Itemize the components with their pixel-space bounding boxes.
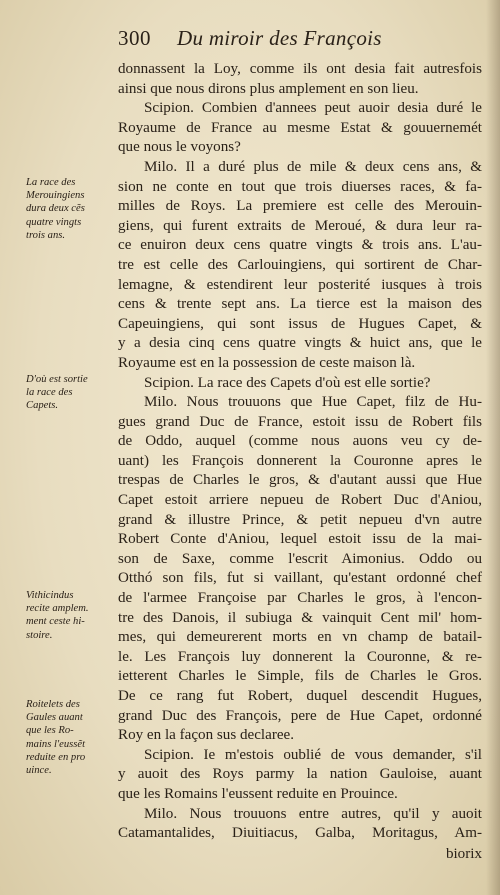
text-line: De ce rang fut Robert, duquel descendit Hugues, [118, 688, 482, 704]
text-line: gues grand Duc de France, estoit issu de Robert fils [118, 413, 482, 430]
marginal-note-line: D'où est sortie [26, 374, 88, 385]
marginal-note-line: Roitelets des [26, 699, 80, 710]
marginal-note-line: Capets. [26, 400, 59, 412]
text-line: Catamantalides, Diuitiacus, Galba, Moritagus, Am- [118, 825, 482, 842]
text-line: Capet estoit arriere nepueu de Robert Duc d'Aniou, [118, 492, 482, 509]
catchword: biorix [445, 846, 482, 862]
page-number: 300 [118, 26, 151, 50]
marginal-note-line: uince. [26, 765, 52, 777]
page-header [118, 26, 448, 56]
text-line: Otthó son fils, fut si vaillant, qu'estant ordonné chef [118, 570, 482, 587]
marginal-note-capets [26, 373, 118, 413]
text-line: Scipion. La race des Capets d'où est elle sortie? [144, 374, 431, 391]
text-line: Scipion. Ie m'estois oublié de vous demander, s'il [144, 746, 482, 763]
marginal-note-merovingians [26, 176, 118, 242]
page-gutter-shadow [486, 0, 500, 895]
text-line: Scipion. Combien d'annees peut auoir desia duré le [144, 100, 482, 117]
text-line: sion ne conte en tout que trois diuerses races, & fa- [118, 178, 482, 195]
marginal-note-line: reduite en pro [26, 751, 86, 763]
marginal-note-line: Gaules auant [26, 712, 83, 724]
text-line: Capeuingiens, qui sont issus de Hugues Capet, & [118, 315, 482, 332]
marginal-note-line: Merouingiens [26, 190, 85, 202]
text-line: grand & illustre Prince, & petit nepueu d'vn autre [118, 511, 482, 528]
marginal-note-line: dura deux cẽs [26, 203, 85, 215]
marginal-note-line: La race des [26, 177, 76, 188]
text-line: ainsi que nous dirons plus amplement en son lieu. [118, 80, 419, 97]
marginal-note-gaulish-kings [26, 698, 118, 777]
text-line: de Oddo, auquel (comme nous auons veu cy de- [118, 433, 482, 450]
marginal-note-line: Vithicindus [26, 590, 74, 601]
text-line: tre des Danois, il subiuga & vainquit Cent mil' hom- [118, 609, 482, 626]
text-line: y auoit des Roys parmy la nation Gauloise, auant [118, 766, 482, 783]
marginal-note-line: recite amplem. [26, 603, 89, 615]
text-line: son de Saxe, comme l'escrit Aimonius. Oddo ou [118, 550, 482, 567]
text-line: donnassent la Loy, comme ils ont desia fait autresfois [118, 61, 482, 77]
text-line: mes, qui demeurerent morts en vn champ de batail- [118, 629, 482, 646]
text-line: cens & trente sept ans. La tierce est la maison des [118, 296, 482, 313]
text-line: giens, qui furent extraits de Meroué, & dura leur ra- [118, 217, 482, 234]
text-line: ietterent Charles le Simple, fils de Charles le Gros. [118, 668, 482, 685]
text-line: Milo. Il a duré plus de mile & deux cens ans, & [144, 158, 482, 175]
text-line: que nous le voyons? [118, 139, 241, 156]
marginal-note-line: la race des [26, 387, 73, 399]
text-line: Royaume est en la possession de ceste maison là. [118, 354, 416, 371]
text-line: Milo. Nous trouuons entre autres, qu'il y auoit [144, 805, 482, 822]
text-line: le. Les François luy donnerent la Couronne, & re- [118, 648, 482, 665]
text-line: trespas de Charles le gros, & d'autant aussi que Hue [118, 472, 482, 489]
marginal-note-vithicindus [26, 589, 118, 642]
text-line: Robert Conte d'Aniou, lequel estoit issu de la mai- [118, 531, 482, 548]
text-line: ce enuiron deux cens quatre vingts & trois ans. L'au- [118, 237, 482, 254]
marginal-note-line: ment ceste hi- [26, 616, 85, 628]
text-line: milles de Roys. La premiere est celle des Merouin- [118, 198, 482, 215]
text-line: Roy en la façon sus declaree. [118, 727, 295, 744]
text-line: tre est celle des Carlouingiens, qui sortirent de Char- [118, 256, 482, 273]
running-title: Du miroir des François [177, 26, 382, 50]
marginal-note-line: mains l'eussẽt [26, 738, 86, 750]
text-line: Milo. Nous trouuons que Hue Capet, filz de Hu- [144, 394, 482, 411]
text-line: y a desia cinq cens quatre vingts & huict ans, que le [118, 335, 482, 352]
main-text-block [118, 60, 482, 844]
text-line: Royaume de France au mesme Estat & gouuernemét [118, 119, 482, 136]
marginal-note-line: trois ans. [26, 229, 66, 241]
text-line: grand Duc des François, pere de Hue Capet, ordonné [118, 707, 482, 724]
marginal-note-line: stoire. [26, 629, 53, 641]
marginal-note-line: que les Ro- [26, 725, 74, 737]
catchword-block [440, 845, 482, 865]
text-line: uant) les François donnerent la Couronne apres le [118, 452, 482, 469]
text-line: que les Romains l'eussent reduite en Prouince. [118, 785, 398, 802]
text-line: lemagne, & estendirent leur posterité iusques à trois [118, 276, 482, 293]
text-line: de l'armee Françoise par Charles le gros, à l'encon- [118, 590, 482, 607]
marginal-note-line: quatre vingts [26, 216, 82, 228]
